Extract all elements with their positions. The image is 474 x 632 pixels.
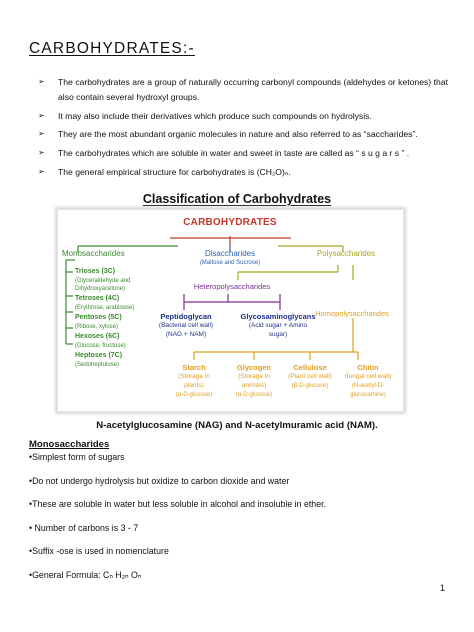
- starch-label: Starch: [182, 363, 206, 372]
- trioses-label: Trioses (3C): [75, 268, 116, 275]
- hexoses-label: Hexoses (6C): [75, 333, 120, 340]
- homopolysaccharides-label: Homopolysaccharides: [315, 309, 389, 318]
- point-item: •These are soluble in water but less soluble in alcohol and insoluble in ether.: [29, 499, 326, 509]
- glycogen-note-1: (Storage in: [238, 373, 270, 380]
- tetroses-label: Tetroses (4C): [75, 295, 120, 302]
- disaccharides-label: Disaccharides: [204, 249, 256, 258]
- chitin-note-2: (N-acetyl-D-: [351, 383, 385, 389]
- monosaccharide-points: [29, 450, 326, 591]
- arrow-bullet-icon: ➢: [38, 129, 45, 139]
- chitin-label: Chitin: [357, 363, 379, 372]
- trioses-note-1: (Glyceraldehyde and: [75, 278, 131, 284]
- classification-title: Classification of Carbohydrates: [142, 192, 332, 206]
- point-item: • Number of carbons is 3 - 7: [29, 522, 139, 533]
- classification-diagram: [57, 209, 404, 412]
- heptoses-note: (Sedoheptulose): [75, 362, 120, 368]
- point-item: •Simplest form of sugars: [29, 452, 125, 462]
- point-item: •Do not undergo hydrolysis but oxidize to carbon dioxide and water: [29, 475, 290, 486]
- section-heading: Monosaccharides: [29, 439, 110, 450]
- monosaccharides-label: Monosaccharides: [62, 249, 125, 258]
- starch-note-2: plants): [184, 382, 204, 389]
- bullet-text: The carbohydrates are a group of naturally occurring carbonyl compounds (aldehydes or ketones) that also contain several hydroxyl groups.: [58, 77, 448, 102]
- pentoses-note: (Ribose, xylose): [75, 324, 119, 330]
- page-number: 1: [439, 583, 445, 593]
- bullet-text: They are the most abundant organic molecules in nature and also referred to as “saccharides”.: [58, 129, 418, 140]
- bullet-item: [38, 146, 448, 161]
- pentoses-label: Pentoses (5C): [75, 314, 122, 321]
- trioses-note-2: Dihydroxyacetone): [75, 286, 126, 292]
- cellulose-note-2: (β-D-glucose): [291, 383, 329, 389]
- hexoses-note: (Glucose, fructose): [75, 343, 126, 349]
- bullet-item: [38, 109, 448, 124]
- polysaccharides-label: Polysaccharides: [316, 249, 376, 258]
- page-title: CARBOHYDRATES:-: [29, 40, 195, 57]
- root-label: CARBOHYDRATES: [183, 217, 277, 228]
- point-item: •General Formula: Cₙ H₂ₙ Oₙ: [29, 569, 142, 580]
- glycosaminoglycans-note-2: sugar): [268, 331, 288, 338]
- starch-note-1: (Storage in: [178, 373, 210, 380]
- arrow-bullet-icon: ➢: [38, 166, 45, 176]
- point-item: •Suffix -ose is used in nomenclature: [29, 546, 169, 556]
- heteropolysaccharides-label: Heteropolysaccharides: [193, 282, 271, 291]
- peptidoglycan-label: Peptidoglycan: [160, 312, 212, 321]
- disaccharides-note: (Maltose and Sucrose): [199, 260, 261, 266]
- heptoses-label: Heptoses (7C): [75, 352, 123, 359]
- bullet-item: [38, 75, 448, 105]
- bullet-text: It may also include their derivatives which produce such compounds on hydrolysis.: [58, 110, 372, 121]
- cellulose-label: Cellulose: [293, 363, 327, 372]
- peptidoglycan-note-2: (NAG + NAM): [165, 331, 207, 338]
- glycogen-label: Glycogen: [236, 363, 272, 372]
- bullet-text: The general empirical structure for carbohydrates is (CH₂O)ₙ.: [58, 166, 291, 177]
- glycosaminoglycans-label: Glycosaminoglycans: [240, 312, 316, 321]
- starch-note-3: (α-D-glucose): [175, 392, 213, 398]
- arrow-bullet-icon: ➢: [38, 77, 45, 86]
- bullet-item: [38, 165, 448, 180]
- cellulose-note-1: (Plant cell wall): [288, 373, 332, 380]
- arrow-bullet-icon: ➢: [38, 148, 45, 158]
- bullet-item: [38, 127, 448, 142]
- bullet-text: The carbohydrates which are soluble in water and sweet in taste are called as “ s u g a r s ” .: [58, 148, 410, 159]
- chitin-note-1: (fungal cell wall): [344, 373, 392, 380]
- nag-nam-caption: N-acetylglucosamine (NAG) and N-acetylmuramic acid (NAM).: [96, 420, 378, 431]
- chitin-note-3: glucosamine): [350, 392, 386, 398]
- tetroses-note: (Erythrose, arabinose): [75, 305, 135, 311]
- intro-bullet-list: [38, 75, 448, 184]
- glycogen-note-3: (α-D-glucose): [235, 392, 273, 398]
- peptidoglycan-note-1: (Bacterial cell wall): [158, 322, 214, 329]
- glycogen-note-2: animals): [241, 382, 267, 389]
- arrow-bullet-icon: ➢: [38, 110, 45, 120]
- glycosaminoglycans-note-1: (Acid sugar + Amino: [248, 322, 308, 329]
